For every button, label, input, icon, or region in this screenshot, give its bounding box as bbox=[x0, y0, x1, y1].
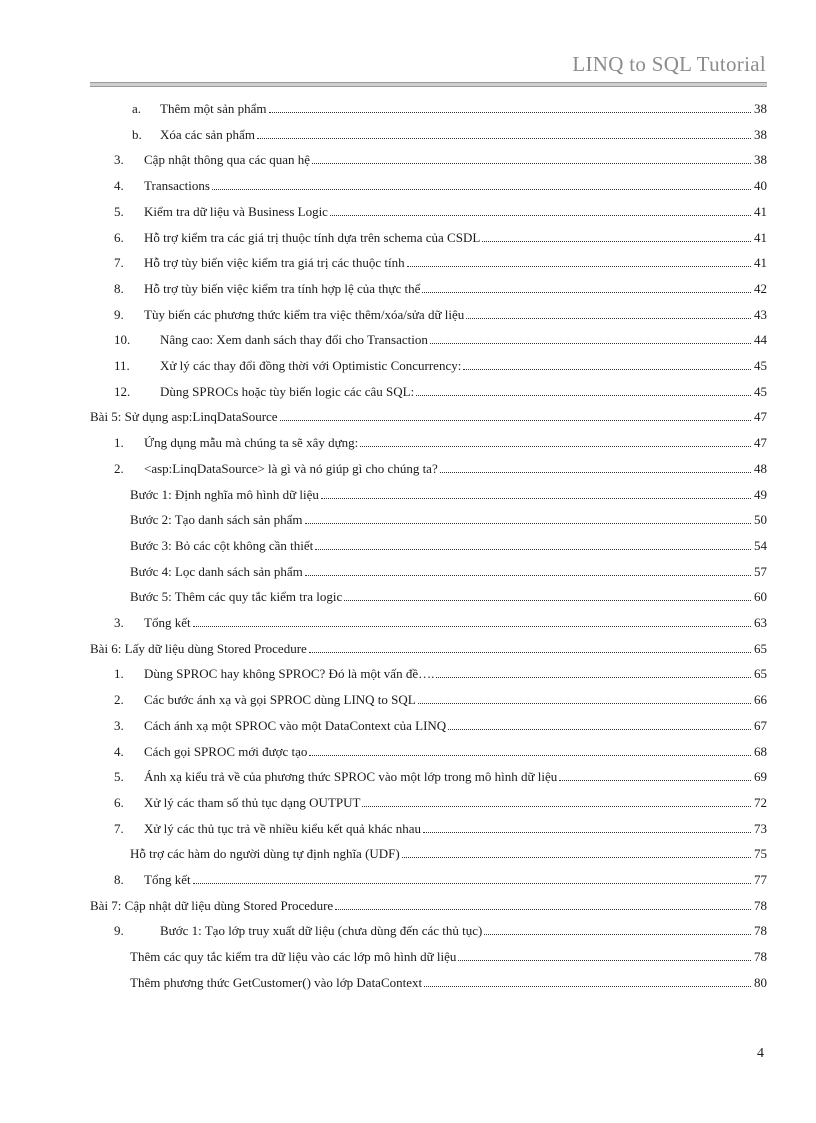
dot-leader bbox=[309, 652, 751, 653]
toc-entry-label: Bước 2: Tạo danh sách sản phẩm bbox=[130, 512, 303, 528]
dot-leader bbox=[305, 523, 751, 524]
dot-leader bbox=[269, 112, 751, 113]
dot-leader bbox=[193, 626, 751, 627]
toc-entry[interactable] bbox=[114, 457, 767, 477]
dot-leader bbox=[305, 575, 751, 576]
toc-entry-label: Xóa các sản phẩm bbox=[160, 126, 255, 142]
toc-entry[interactable] bbox=[114, 714, 767, 734]
toc-entry-label: Bước 3: Bỏ các cột không cần thiết bbox=[130, 537, 314, 553]
dot-leader bbox=[423, 832, 751, 833]
toc-entry-number: 5. bbox=[114, 203, 124, 219]
toc-entry-label: Tổng kết bbox=[144, 615, 191, 630]
toc-entry-page: 66 bbox=[754, 692, 767, 708]
toc-entry-number: 9. bbox=[114, 306, 124, 322]
toc-entry[interactable] bbox=[114, 919, 767, 939]
toc-entry[interactable] bbox=[114, 791, 767, 811]
toc-entry-label: Hỗ trợ các hàm do người dùng tự định nghĩa (UDF) bbox=[130, 846, 400, 862]
toc-entry-page: 78 bbox=[754, 923, 767, 939]
toc-entry[interactable] bbox=[90, 637, 767, 657]
toc-entry-label: Dùng SPROCs hoặc tùy biến logic các câu SQL: bbox=[160, 383, 415, 399]
toc-entry-page: 40 bbox=[754, 178, 767, 194]
toc-entry-number: 12. bbox=[114, 383, 131, 399]
toc-entry-number: a. bbox=[132, 101, 142, 116]
toc-entry-page: 43 bbox=[754, 306, 767, 322]
toc-entry[interactable] bbox=[114, 817, 767, 837]
toc-entry-label: Bài 5: Sử dụng asp:LinqDataSource bbox=[90, 409, 278, 425]
toc-entry-label: Tùy biến các phương thức kiểm tra việc thêm/xóa/sửa dữ liệu bbox=[144, 306, 465, 322]
toc-entry-page: 38 bbox=[754, 126, 767, 142]
header-rule bbox=[90, 82, 767, 87]
dot-leader bbox=[312, 163, 751, 164]
toc-entry-label: Xử lý các thủ tục trả về nhiều kiểu kết quả khác nhau bbox=[144, 820, 422, 836]
toc-entry-page: 42 bbox=[754, 280, 767, 296]
toc-entry-page: 49 bbox=[754, 486, 767, 502]
dot-leader bbox=[402, 857, 751, 858]
toc-entry-label: Hỗ trợ tùy biến việc kiểm tra giá trị các thuộc tính bbox=[144, 255, 405, 271]
dot-leader bbox=[315, 549, 751, 550]
toc-entry-label: Ứng dụng mẫu mà chúng ta sẽ xây dựng: bbox=[144, 435, 359, 451]
toc-entry-number: b. bbox=[132, 126, 142, 142]
toc-entry-label: Bài 7: Cập nhật dữ liệu dùng Stored Procedure bbox=[90, 897, 334, 913]
toc-entry-page: 38 bbox=[754, 152, 767, 168]
toc-entry-label: Tổng kết bbox=[144, 872, 191, 887]
toc-entry-label: Bước 5: Thêm các quy tắc kiểm tra logic bbox=[130, 589, 343, 605]
toc-entry[interactable] bbox=[130, 971, 767, 991]
dot-leader bbox=[257, 138, 751, 139]
toc-entry-page: 80 bbox=[754, 974, 767, 990]
toc-entry-number: 2. bbox=[114, 692, 124, 708]
toc-entry-label: Bước 4: Lọc danh sách sản phẩm bbox=[130, 563, 303, 579]
toc-entry[interactable] bbox=[130, 842, 767, 862]
toc-entry-label: Kiểm tra dữ liệu và Business Logic bbox=[144, 203, 328, 219]
toc-entry[interactable] bbox=[114, 868, 767, 888]
toc-entry-number: 1. bbox=[114, 435, 124, 451]
toc-entry-number: 1. bbox=[114, 666, 124, 682]
toc-entry[interactable] bbox=[90, 405, 767, 425]
toc-entry-page: 50 bbox=[754, 512, 767, 528]
dot-leader bbox=[407, 266, 751, 267]
toc-entry[interactable] bbox=[130, 508, 767, 528]
toc-entry[interactable] bbox=[114, 328, 767, 348]
dot-leader bbox=[484, 934, 751, 935]
toc-entry[interactable] bbox=[130, 560, 767, 580]
toc-entry-number: 11. bbox=[114, 358, 130, 373]
dot-leader bbox=[436, 677, 751, 678]
toc-entry[interactable] bbox=[114, 431, 767, 451]
toc-entry[interactable] bbox=[114, 174, 767, 194]
toc-entry-page: 54 bbox=[754, 537, 767, 553]
toc-entry[interactable] bbox=[132, 123, 767, 143]
toc-entry-page: 41 bbox=[754, 203, 767, 219]
toc-entry-label: Xử lý các tham số thủ tục dạng OUTPUT bbox=[144, 794, 361, 810]
toc-entry-page: 65 bbox=[754, 666, 767, 682]
dot-leader bbox=[418, 703, 751, 704]
toc-entry-page: 60 bbox=[754, 589, 767, 605]
dot-leader bbox=[482, 241, 751, 242]
dot-leader bbox=[416, 395, 751, 396]
toc-entry-page: 45 bbox=[754, 358, 767, 373]
toc-entry-page: 75 bbox=[754, 846, 767, 862]
toc-entry[interactable] bbox=[114, 380, 767, 400]
dot-leader bbox=[330, 215, 751, 216]
toc-entry[interactable] bbox=[132, 97, 767, 117]
toc-entry-label: Transactions bbox=[144, 178, 210, 194]
toc-entry[interactable] bbox=[114, 251, 767, 271]
toc-entry-label: Cách ánh xạ một SPROC vào một DataContext của LINQ bbox=[144, 717, 447, 733]
page-number: 4 bbox=[757, 1046, 764, 1061]
dot-leader bbox=[424, 986, 751, 987]
toc-entry-number: 4. bbox=[114, 743, 124, 759]
dot-leader bbox=[193, 883, 751, 884]
toc-entry-number: 4. bbox=[114, 178, 124, 194]
toc-entry-page: 38 bbox=[754, 101, 767, 116]
toc-entry[interactable] bbox=[114, 765, 767, 785]
toc-entry[interactable] bbox=[130, 534, 767, 554]
dot-leader bbox=[430, 343, 751, 344]
toc-entry-label: Ánh xạ kiểu trả về của phương thức SPROC vào một lớp trong mô hình dữ liệu bbox=[144, 769, 558, 785]
dot-leader bbox=[309, 755, 751, 756]
toc-entry[interactable] bbox=[114, 611, 767, 631]
toc-entry[interactable] bbox=[114, 303, 767, 323]
toc-entry-label: Cách gọi SPROC mới được tạo bbox=[144, 743, 308, 759]
toc-entry-label: Hỗ trợ kiểm tra các giá trị thuộc tính dựa trên schema của CSDL bbox=[144, 229, 481, 245]
dot-leader bbox=[422, 292, 751, 293]
toc-entry-page: 47 bbox=[754, 435, 767, 451]
toc-entry[interactable] bbox=[114, 226, 767, 246]
toc-entry[interactable] bbox=[114, 688, 767, 708]
dot-leader bbox=[335, 909, 751, 910]
toc-entry-label: Cập nhật thông qua các quan hệ bbox=[144, 152, 311, 168]
toc-entry[interactable] bbox=[130, 945, 767, 965]
toc-entry-label: Hỗ trợ tùy biến việc kiểm tra tính hợp lệ của thực thể bbox=[144, 280, 421, 296]
toc-entry-label: Thêm các quy tắc kiểm tra dữ liệu vào các lớp mô hình dữ liệu bbox=[130, 949, 457, 965]
toc-entry-label: Thêm phương thức GetCustomer() vào lớp DataContext bbox=[130, 974, 423, 990]
toc-entry[interactable] bbox=[130, 585, 767, 605]
toc-entry-page: 48 bbox=[754, 460, 767, 476]
toc-entry-number: 2. bbox=[114, 460, 124, 476]
toc-entry-page: 65 bbox=[754, 640, 767, 656]
toc-entry-number: 7. bbox=[114, 255, 124, 271]
dot-leader bbox=[360, 446, 751, 447]
dot-leader bbox=[280, 420, 751, 421]
toc-entry-number: 3. bbox=[114, 615, 124, 630]
dot-leader bbox=[440, 472, 751, 473]
toc-entry[interactable] bbox=[114, 662, 767, 682]
dot-leader bbox=[463, 369, 751, 370]
toc-entry-page: 72 bbox=[754, 794, 767, 810]
toc-entry-page: 44 bbox=[754, 332, 767, 348]
toc-entry[interactable] bbox=[114, 200, 767, 220]
dot-leader bbox=[362, 806, 751, 807]
dot-leader bbox=[458, 960, 751, 961]
toc-entry-number: 9. bbox=[114, 923, 124, 939]
toc-entry[interactable] bbox=[114, 740, 767, 760]
toc-entry-label: Nâng cao: Xem danh sách thay đổi cho Transaction bbox=[160, 332, 428, 348]
toc-entry-page: 77 bbox=[754, 872, 767, 887]
dot-leader bbox=[212, 189, 751, 190]
toc-entry-number: 3. bbox=[114, 717, 124, 733]
toc-entry-page: 67 bbox=[754, 717, 767, 733]
toc-entry-page: 41 bbox=[754, 255, 767, 271]
dot-leader bbox=[321, 498, 751, 499]
dot-leader bbox=[344, 600, 751, 601]
toc-entry-page: 45 bbox=[754, 383, 767, 399]
toc-entry-label: Các bước ánh xạ và gọi SPROC dùng LINQ to SQL bbox=[144, 692, 416, 708]
toc-entry-page: 73 bbox=[754, 820, 767, 836]
toc-entry[interactable] bbox=[114, 354, 767, 374]
toc-entry[interactable] bbox=[130, 483, 767, 503]
toc-entry[interactable] bbox=[90, 894, 767, 914]
toc-entry-label: Bước 1: Tạo lớp truy xuất dữ liệu (chưa dùng đến các thủ tục) bbox=[160, 923, 483, 939]
toc-entry-number: 6. bbox=[114, 229, 124, 245]
toc-entry-number: 5. bbox=[114, 769, 124, 785]
toc-entry-page: 78 bbox=[754, 949, 767, 965]
toc-entry-label: <asp:LinqDataSource> là gì và nó giúp gì cho chúng ta? bbox=[144, 460, 438, 476]
toc-entry-number: 6. bbox=[114, 794, 124, 810]
dot-leader bbox=[448, 729, 751, 730]
toc-entry-label: Bước 1: Định nghĩa mô hình dữ liệu bbox=[130, 486, 319, 502]
toc-entry-number: 3. bbox=[114, 152, 124, 168]
toc-entry[interactable] bbox=[114, 148, 767, 168]
dot-leader bbox=[466, 318, 751, 319]
toc-entry-page: 69 bbox=[754, 769, 767, 785]
toc-entry-page: 68 bbox=[754, 743, 767, 759]
toc-entry-page: 47 bbox=[754, 409, 767, 425]
toc-entry-label: Bài 6: Lấy dữ liệu dùng Stored Procedure bbox=[90, 640, 307, 656]
toc-entry-page: 57 bbox=[754, 563, 767, 579]
toc-entry-page: 41 bbox=[754, 229, 767, 245]
toc-entry-page: 63 bbox=[754, 615, 767, 630]
toc-entry-label: Thêm một sản phẩm bbox=[160, 101, 267, 116]
toc-entry[interactable] bbox=[114, 277, 767, 297]
toc-entry-number: 8. bbox=[114, 280, 124, 296]
toc-entry-label: Dùng SPROC hay không SPROC? Đó là một vấn đề…. bbox=[144, 666, 435, 682]
toc-entry-label: Xử lý các thay đổi đồng thời với Optimistic Concurrency: bbox=[160, 358, 462, 373]
dot-leader bbox=[559, 780, 751, 781]
running-header-title: LINQ to SQL Tutorial bbox=[572, 52, 766, 76]
toc-entry-page: 78 bbox=[754, 897, 767, 913]
toc-entry-number: 7. bbox=[114, 820, 124, 836]
toc-entry-number: 8. bbox=[114, 872, 124, 887]
toc-entry-number: 10. bbox=[114, 332, 131, 348]
